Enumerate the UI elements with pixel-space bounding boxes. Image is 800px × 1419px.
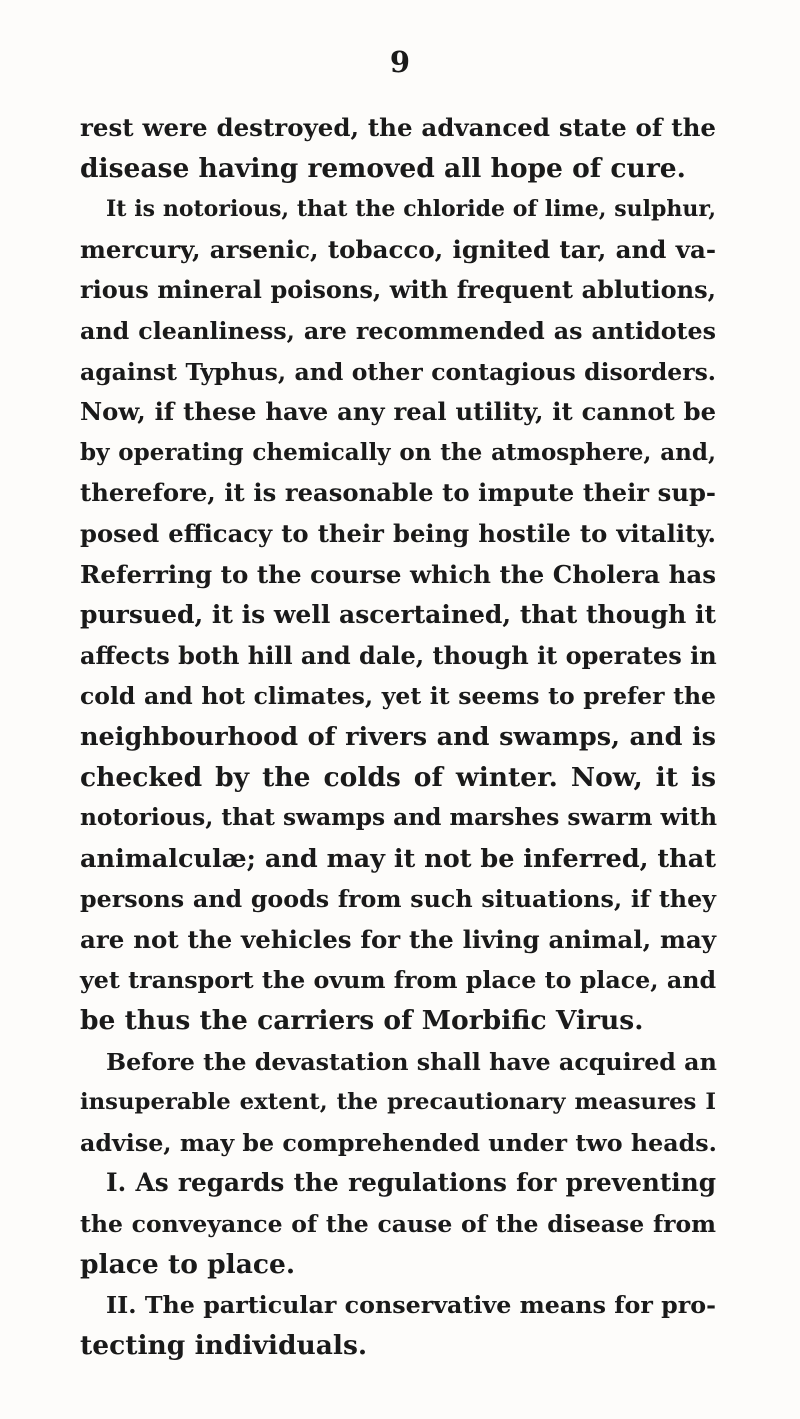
text-line: rest were destroyed, the advanced state of the <box>80 113 716 142</box>
text-line: advise, may be comprehended under two heads. <box>80 1128 717 1157</box>
text-line: affects both hill and dale, though it operates in <box>80 640 717 670</box>
text-line: pursued, it is well ascertained, that though it <box>80 600 716 630</box>
body-text <box>80 108 716 1366</box>
text-line: II. The particular conservative means for pro- <box>106 1291 716 1320</box>
text-line: It is notorious, that the chloride of lime, sulphur, <box>106 196 716 223</box>
text-line: and cleanliness, are recommended as antidotes <box>80 316 716 345</box>
text-line: animalculæ; and may it not be inferred, that <box>80 843 717 874</box>
text-line: cold and hot climates, yet it seems to prefer the <box>80 682 716 711</box>
text-line: I. As regards the regulations for preventing <box>106 1168 716 1198</box>
text-line: Now, if these have any real utility, it cannot be <box>80 397 716 427</box>
text-line: disease having removed all hope of cure. <box>80 152 686 184</box>
text-line: the conveyance of the cause of the disease from <box>80 1210 716 1239</box>
text-line: are not the vehicles for the living animal, may <box>80 924 716 954</box>
text-line: posed efficacy to their being hostile to vitality. <box>80 518 716 548</box>
text-line: Referring to the course which the Cholera has <box>80 559 717 589</box>
text-line: mercury, arsenic, tobacco, ignited tar, and va- <box>80 234 716 264</box>
page-number: 9 <box>389 45 411 79</box>
text-line: therefore, it is reasonable to impute their sup- <box>80 478 716 508</box>
text-line: tecting individuals. <box>80 1329 368 1361</box>
text-line: insuperable extent, the precautionary measures I <box>80 1089 716 1116</box>
text-line: yet transport the ovum from place to place, and <box>80 966 717 995</box>
text-line: neighbourhood of rivers and swamps, and is <box>80 721 716 752</box>
text-line: by operating chemically on the atmosphere, and, <box>80 438 716 466</box>
text-line: persons and goods from such situations, if they <box>80 885 716 914</box>
text-line: against Typhus, and other contagious disorders. <box>80 357 716 386</box>
text-line: Before the devastation shall have acquired an <box>106 1047 717 1076</box>
text-line: rious mineral poisons, with frequent ablutions, <box>80 275 716 305</box>
text-line: checked by the colds of winter. Now, it is <box>80 761 716 793</box>
text-line: be thus the carriers of Morbific Virus. <box>80 1005 644 1037</box>
text-line: notorious, that swamps and marshes swarm with <box>80 804 717 832</box>
text-line: place to place. <box>80 1248 296 1280</box>
